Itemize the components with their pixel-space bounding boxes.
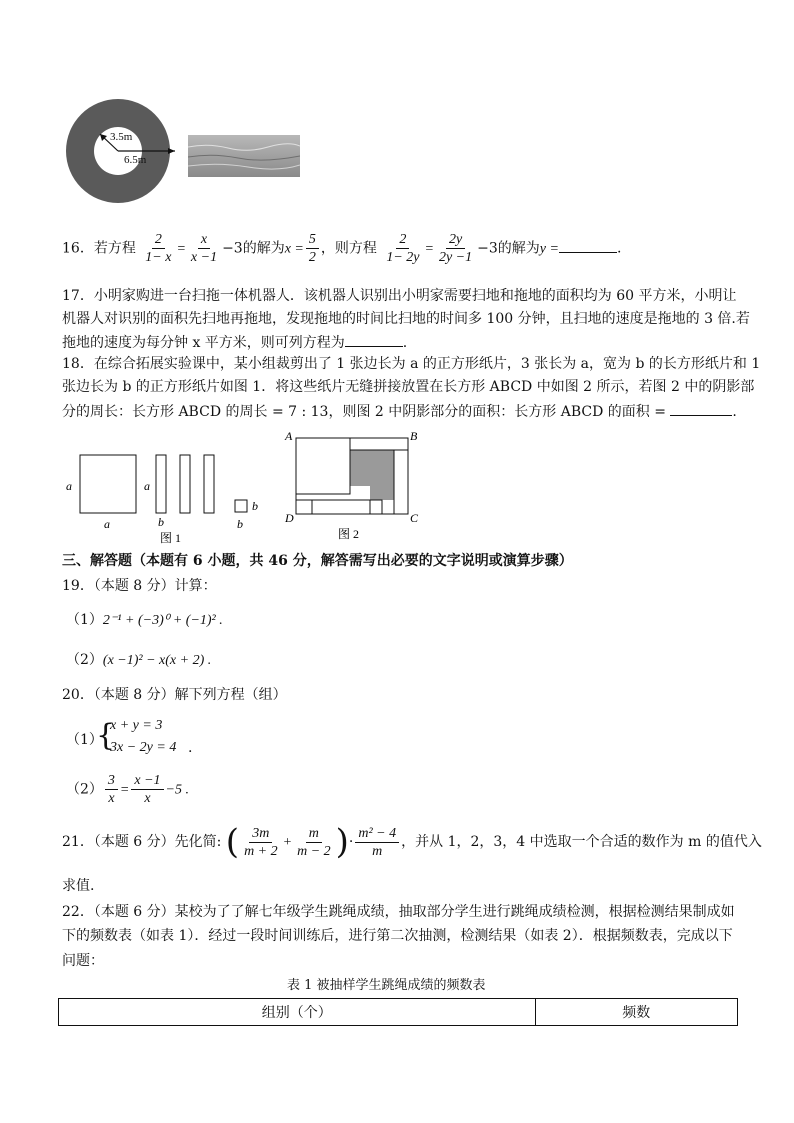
q16-frac-2: $\frac{x}{x -1}$ (190, 232, 218, 265)
fig2-square-a (296, 438, 350, 494)
label-B: B (410, 429, 418, 443)
shaded-region (350, 450, 394, 500)
rect-ab-3 (204, 455, 214, 513)
fig2-rect-bottom (296, 500, 370, 514)
outer-arrowhead (168, 148, 175, 154)
fig2-rect-top (350, 438, 408, 450)
fig2-rect-right (394, 450, 408, 514)
label-A: A (285, 429, 293, 443)
question-16: 16．若方程 $\frac{2}{1- x}$ = $\frac{x}{x -1}$ −3的解为x = $\frac{5}{2}$ ，则方程 $\frac{2}{1- 2y}$ = $\frac{2y}{2y -1}$ −3的解为y = . (62, 232, 622, 265)
rect-ab-2 (180, 455, 190, 513)
fig2-caption: 图 2 (338, 527, 360, 541)
q18-line-2: 张边长为 b 的正方形纸片如图 1．将这些纸片无缝拼接放置在长方形 ABCD 中如图 2 所示，若图 2 中的阴影部 (62, 379, 755, 395)
fig2-square-b (370, 500, 382, 514)
q16-frac-4: $\frac{2y}{2y -1}$ (438, 232, 473, 265)
q22-line-1: 22．（本题 6 分）某校为了了解七年级学生跳绳成绩，抽取部分学生进行跳绳成绩检测，根据检测结果制成如 (62, 904, 735, 920)
col-header-group: 组别（个） (59, 999, 536, 1026)
q17-line-2: 机器人对识别的面积先扫地再拖地，发现拖地的时间比扫地的时间多 100 分钟，且扫地的速度是拖地的 3 倍.若 (62, 311, 750, 327)
figure-2 (282, 428, 422, 546)
q20-part-2: （2） $\frac{3}{x}$ = $\frac{x -1}{x}$ −5 . (66, 773, 189, 806)
q17-line-3: 拖地的速度为每分钟 x 平方米，则可列方程为 . (62, 332, 407, 353)
outer-radius-label: 6.5m (124, 154, 147, 166)
ring-figure (60, 96, 180, 206)
col-header-frequency: 频数 (535, 999, 737, 1026)
q19-part-1: （1）2⁻¹ + (−3)⁰ + (−1)² . (66, 612, 223, 628)
square-b (235, 500, 247, 512)
q20-title: 20．（本题 8 分）解下列方程（组） (62, 687, 287, 703)
q18-line-3: 分的周长：长方形 ABCD 的周长 = 7 : 13，则图 2 中阴影部分的面积：长方形 ABCD 的面积 = . (62, 401, 737, 422)
inner-radius-label: 3.5m (110, 131, 133, 143)
fig1-label-a-left: a (66, 479, 72, 493)
q18-line-1: 18．在综合拓展实验课中，某小组裁剪出了 1 张边长为 a 的正方形纸片，3 张长为 a，宽为 b 的长方形纸片和 1 (62, 356, 761, 372)
q16-number: 16．若方程 (62, 240, 136, 257)
q16-frac-sol: $\frac{5}{2}$ (306, 231, 319, 266)
figure-1 (62, 430, 282, 545)
system-brace: { (96, 718, 116, 753)
q19-part-2: （2）(x −1)² − x(x + 2) . (66, 652, 212, 668)
q22-line-3: 问题： (62, 953, 104, 969)
q21-line-2: 求值. (62, 878, 95, 894)
table-header-row (59, 999, 738, 1026)
frequency-table-1 (58, 998, 738, 1026)
q16-frac-1: $\frac{2}{1- x}$ (145, 232, 172, 265)
label-C: C (410, 511, 419, 525)
q16-frac-3: $\frac{2}{1- 2y}$ (386, 232, 420, 265)
q22-line-2: 下的频数表（如表 1）．经过一段时间训练后，进行第二次抽测，检测结果（如表 2）．根据频数表，完成以下 (62, 928, 733, 944)
q17-answer-blank[interactable] (345, 332, 403, 347)
q16-answer-blank[interactable] (559, 238, 617, 253)
q19-title: 19．（本题 8 分）计算： (62, 578, 217, 594)
q18-answer-blank[interactable] (670, 401, 732, 416)
rect-ab-1 (156, 455, 166, 513)
fig1-caption: 图 1 (160, 531, 182, 545)
fig1-label-b-right: b (252, 499, 258, 513)
section-3-heading: 三、解答题（本题有 6 小题，共 46 分，解答需写出必要的文字说明或演算步骤） (62, 553, 573, 569)
table-1-caption: 表 1 被抽样学生跳绳成绩的频数表 (287, 978, 486, 993)
fig1-label-b-rect: b (158, 515, 164, 529)
label-D: D (285, 511, 294, 525)
water-photo (188, 135, 300, 177)
fig1-label-b-bottom: b (237, 517, 243, 531)
fig1-label-a-rect: a (144, 479, 150, 493)
fig1-label-a-bottom: a (104, 517, 110, 531)
square-a (80, 455, 136, 513)
q17-line-1: 17．小明家购进一台扫拖一体机器人．该机器人识别出小明家需要扫地和拖地的面积均为 60 平方米，小明让 (62, 288, 737, 304)
q21-line-1: 21．（本题 6 分）先化简: ( $\frac{3m}{m + 2}$ + $\frac{m}{m - 2}$ )· $\frac{\text{m² − 4}}{m}$ ，并从 1，2，3，4 中选取一个合适的数作为 m 的值代入 (62, 822, 762, 862)
